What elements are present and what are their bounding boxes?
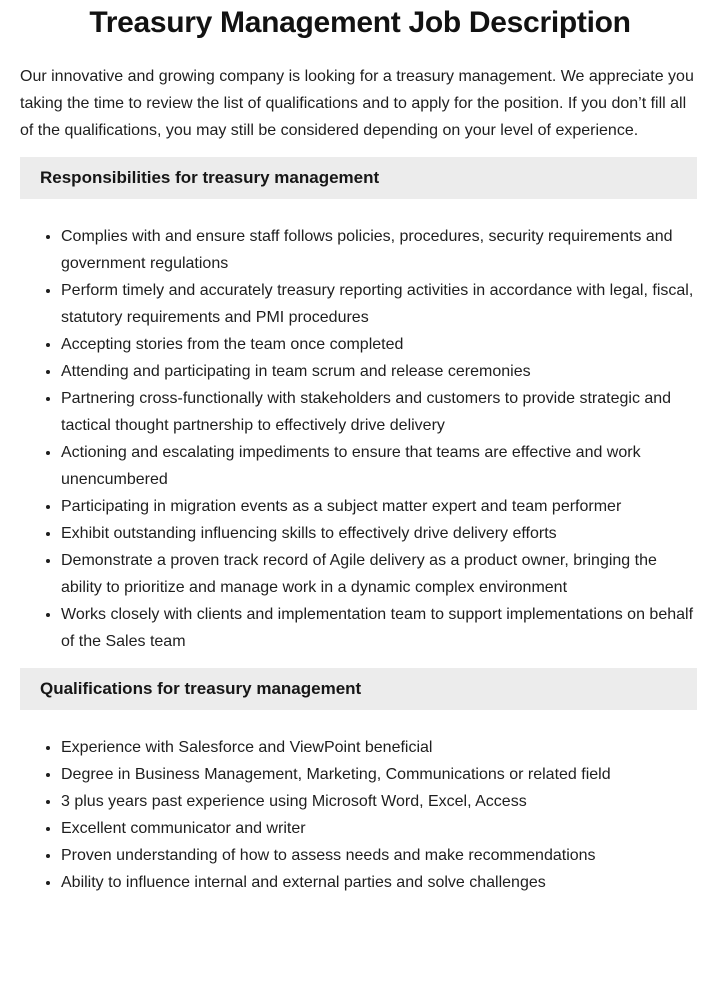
list-item: • Actioning and escalating impediments to ensure that teams are effective and work unencumbered bbox=[61, 439, 698, 493]
list-item: • 3 plus years past experience using Microsoft Word, Excel, Access bbox=[61, 788, 698, 815]
responsibilities-list bbox=[0, 223, 720, 655]
list-item: • Proven understanding of how to assess needs and make recommendations bbox=[61, 842, 698, 869]
list-item: • Complies with and ensure staff follows policies, procedures, security requirements and government regulations bbox=[61, 223, 698, 277]
list-item: • Degree in Business Management, Marketing, Communications or related field bbox=[61, 761, 698, 788]
list-item: • Ability to influence internal and external parties and solve challenges bbox=[61, 869, 698, 896]
list-item: • Participating in migration events as a subject matter expert and team performer bbox=[61, 493, 698, 520]
list-item: • Experience with Salesforce and ViewPoint beneficial bbox=[61, 734, 698, 761]
list-item: • Accepting stories from the team once completed bbox=[61, 331, 698, 358]
section-qualifications bbox=[0, 668, 720, 896]
qualifications-list bbox=[0, 734, 720, 896]
intro-paragraph: Our innovative and growing company is looking for a treasury management. We appreciate you taking the time to review the list of qualifications and to apply for the position. If you don’t fill all of the qualifications, you may still be considered depending on your level of experience. bbox=[20, 68, 694, 139]
qualifications-section-heading: Qualifications for treasury management bbox=[20, 668, 697, 710]
list-item: • Excellent communicator and writer bbox=[61, 815, 698, 842]
list-item: • Perform timely and accurately treasury reporting activities in accordance with legal, fiscal, statutory requirements and PMI procedures bbox=[61, 277, 698, 331]
responsibilities-section-heading: Responsibilities for treasury management bbox=[20, 157, 697, 199]
list-item: • Partnering cross-functionally with stakeholders and customers to provide strategic and tactical thought partnership to effectively drive delivery bbox=[61, 385, 698, 439]
section-responsibilities bbox=[0, 157, 720, 655]
page-title: Treasury Management Job Description bbox=[89, 6, 631, 39]
list-item: • Attending and participating in team scrum and release ceremonies bbox=[61, 358, 698, 385]
list-item: • Works closely with clients and implementation team to support implementations on behalf of the Sales team bbox=[61, 601, 698, 655]
list-item: • Demonstrate a proven track record of Agile delivery as a product owner, bringing the ability to prioritize and manage work in a dynamic complex environment bbox=[61, 547, 698, 601]
list-item: • Exhibit outstanding influencing skills to effectively drive delivery efforts bbox=[61, 520, 698, 547]
